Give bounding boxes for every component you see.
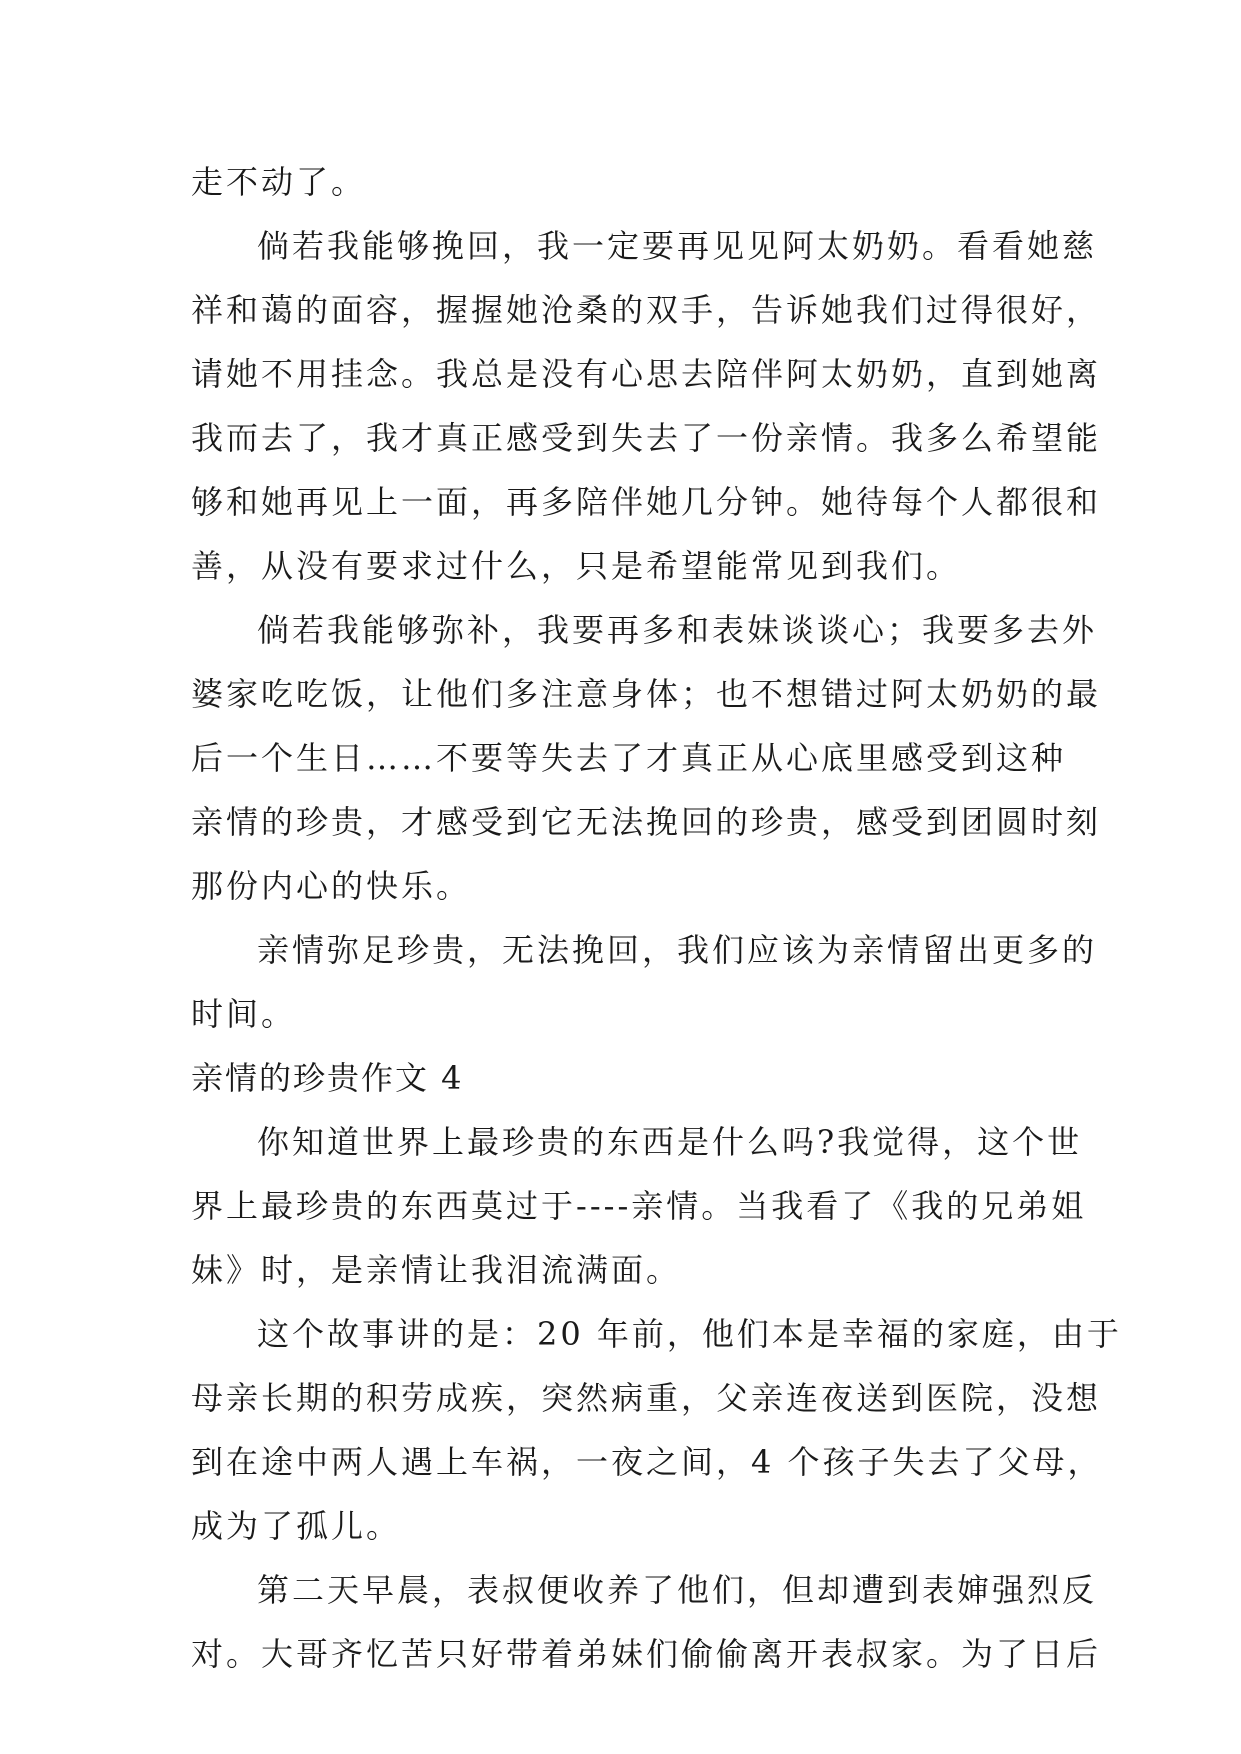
text-line: 第二天早晨，表叔便收养了他们，但却遭到表婶强烈反 [257,1571,1098,1609]
text-line: 我而去了，我才真正感受到失去了一份亲情。我多么希望能 [191,419,1102,457]
text-line: 倘若我能够挽回，我一定要再见见阿太奶奶。看看她慈 [257,227,1098,265]
text-line: 亲情的珍贵，才感受到它无法挽回的珍贵，感受到团圆时刻 [191,803,1102,841]
text-line: 母亲长期的积劳成疾，突然病重，父亲连夜送到医院，没想 [191,1379,1102,1417]
text-line: 你知道世界上最珍贵的东西是什么吗?我觉得，这个世 [257,1123,1083,1161]
text-line: 善，从没有要求过什么，只是希望能常见到我们。 [191,547,962,585]
text-line: 成为了孤儿。 [191,1507,402,1545]
text-line: 够和她再见上一面，再多陪伴她几分钟。她待每个人都很和 [191,483,1102,521]
section-heading: 亲情的珍贵作文 4 [191,1059,464,1097]
text-line: 祥和蔼的面容，握握她沧桑的双手，告诉她我们过得很好， [191,291,1102,329]
text-line: 请她不用挂念。我总是没有心思去陪伴阿太奶奶，直到她离 [191,355,1102,393]
text-line: 后一个生日……不要等失去了才真正从心底里感受到这种 [191,739,1067,777]
text-line: 婆家吃吃饭，让他们多注意身体；也不想错过阿太奶奶的最 [191,675,1102,713]
text-line: 到在途中两人遇上车祸，一夜之间，4 个孩子失去了父母， [191,1443,1103,1481]
text-line: 这个故事讲的是：20 年前，他们本是幸福的家庭，由于 [257,1315,1122,1353]
text-line: 走不动了。 [191,163,367,201]
text-line: 界上最珍贵的东西莫过于----亲情。当我看了《我的兄弟姐 [191,1187,1087,1225]
text-line: 亲情弥足珍贵，无法挽回，我们应该为亲情留出更多的 [257,931,1098,969]
text-line: 妹》时，是亲情让我泪流满面。 [191,1251,682,1289]
text-line: 对。大哥齐忆苦只好带着弟妹们偷偷离开表叔家。为了日后 [191,1635,1102,1673]
text-line: 倘若我能够弥补，我要再多和表妹谈谈心；我要多去外 [257,611,1098,649]
text-line: 时间。 [191,995,297,1033]
text-line: 那份内心的快乐。 [191,867,472,905]
